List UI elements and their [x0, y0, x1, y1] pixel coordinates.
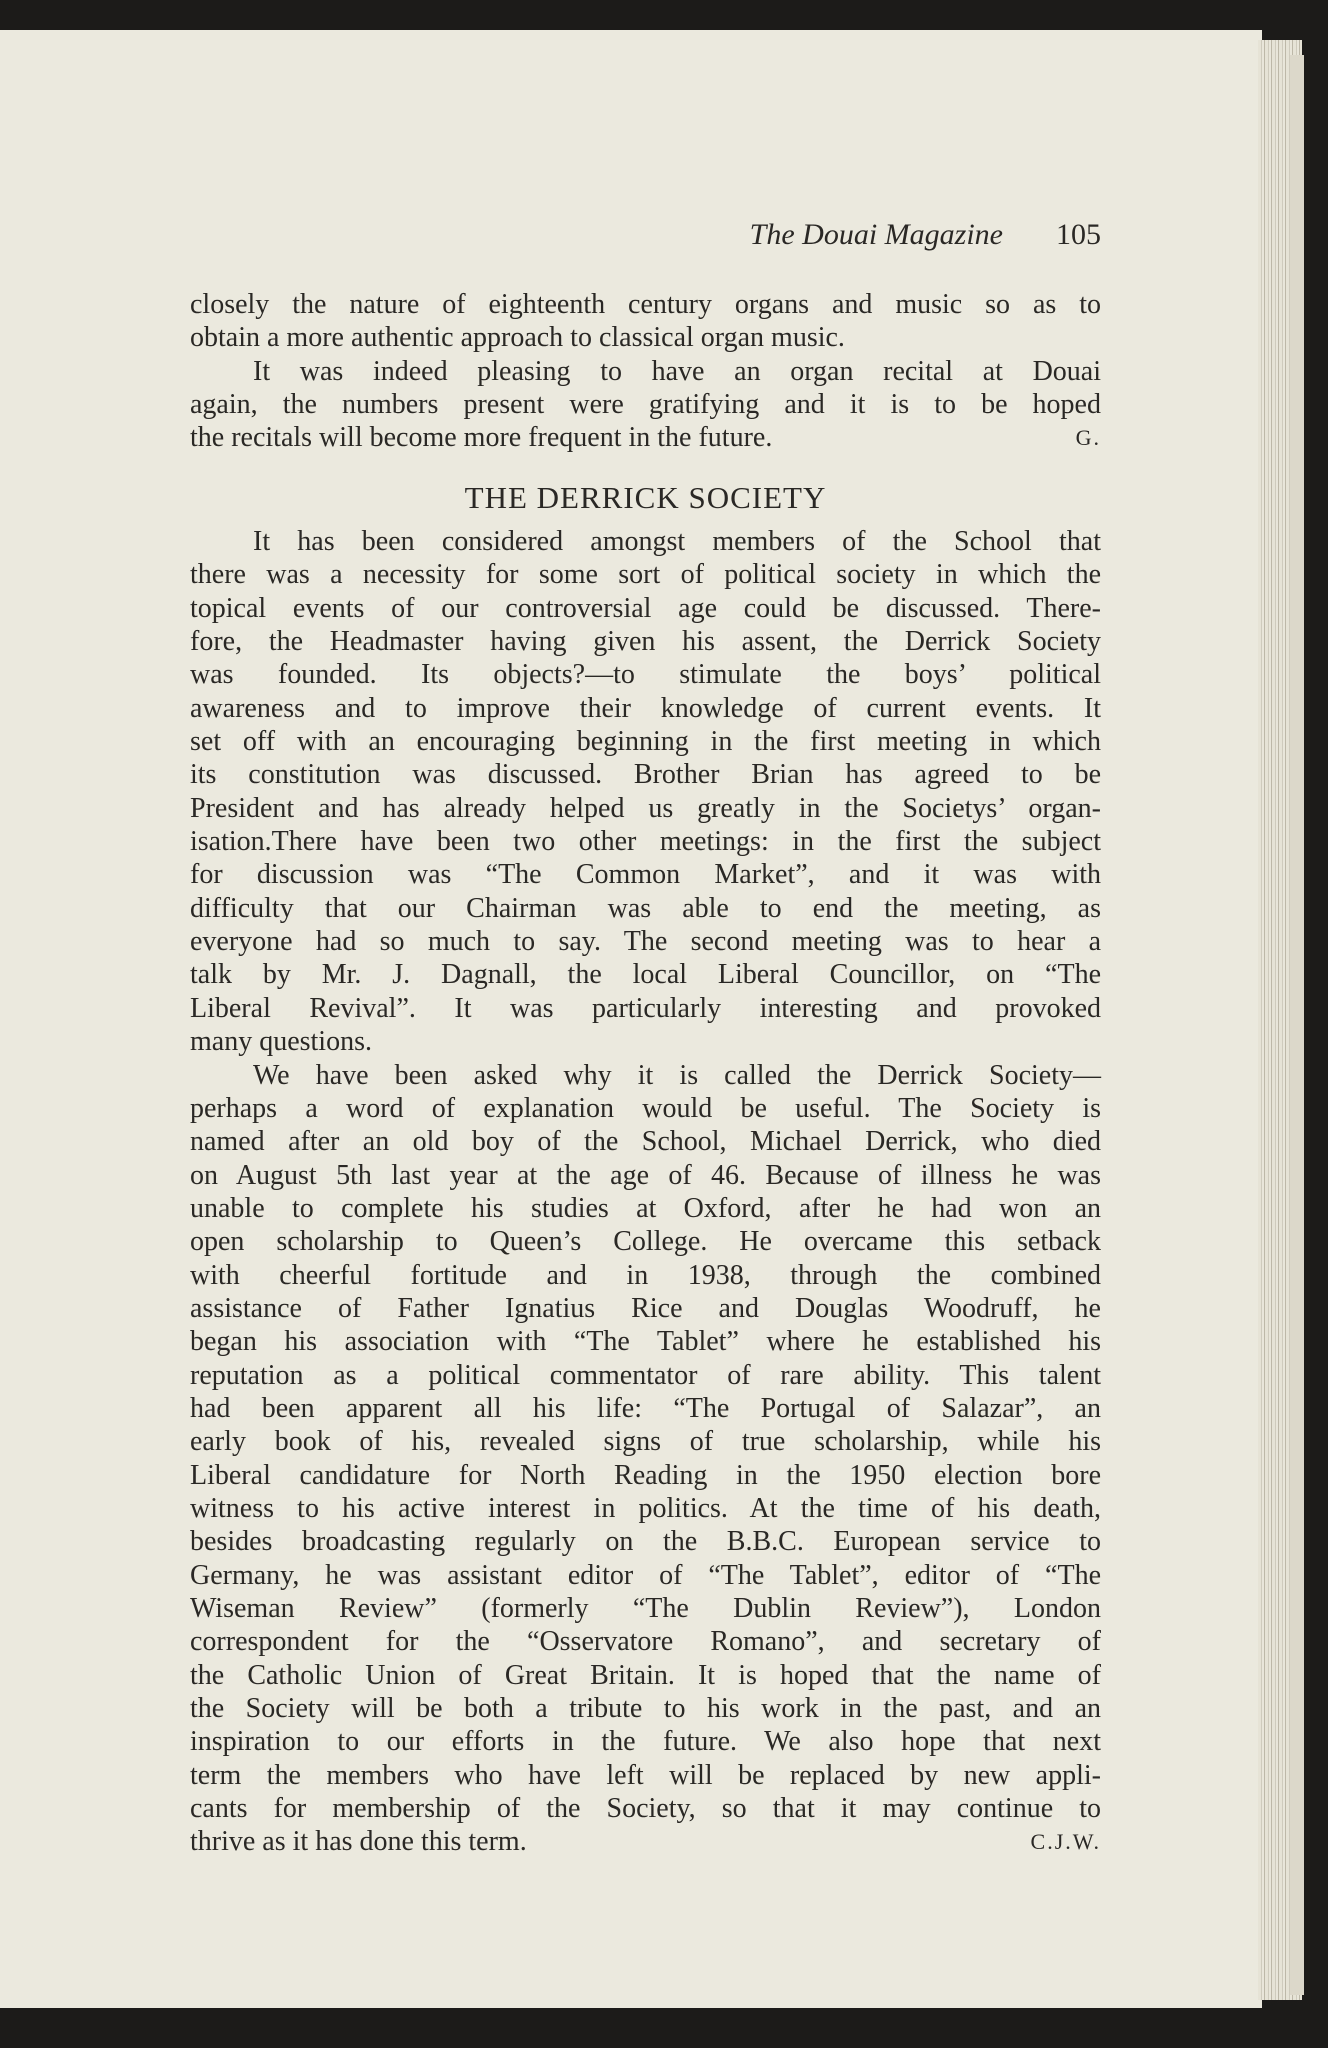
text-line [190, 388, 1101, 421]
text-line [190, 758, 1101, 791]
line-text: many questions. [190, 1026, 372, 1058]
line-text: correspondent for the “Osservatore Romano”, and secretary of [190, 1626, 1101, 1658]
line-text: besides broadcasting regularly on the B.B.C. European service to [190, 1526, 1101, 1558]
line-text: the recitals will become more frequent in the future. [190, 422, 773, 454]
line-text: there was a necessity for some sort of political society in which the [190, 559, 1101, 591]
line-text: for discussion was “The Common Market”, and it was with [190, 859, 1101, 891]
text-line [190, 321, 1101, 354]
page-edges-back [1290, 55, 1304, 1995]
line-text: reputation as a political commentator of rare ability. This talent [190, 1359, 1101, 1391]
author-signature: G. [1075, 425, 1101, 451]
text-line [190, 858, 1101, 891]
line-text: again, the numbers present were gratifying and it is to be hoped [190, 389, 1101, 421]
line-text: fore, the Headmaster having given his assent, the Derrick Society [190, 626, 1101, 658]
text-line [190, 1259, 1101, 1292]
line-text: cants for membership of the Society, so that it may continue to [190, 1793, 1101, 1825]
text-line [190, 1625, 1101, 1658]
line-text: named after an old boy of the School, Michael Derrick, who died [190, 1126, 1101, 1158]
line-text: set off with an encouraging beginning in the first meeting in which [190, 726, 1101, 758]
line-text: difficulty that our Chairman was able to end the meeting, as [190, 892, 1101, 924]
intro-text [190, 288, 1101, 455]
text-line [190, 1159, 1101, 1192]
line-text: We have been asked why it is called the Derrick Society— [253, 1059, 1101, 1091]
line-text: on August 5th last year at the age of 46. Because of illness he was [190, 1159, 1101, 1191]
line-text: the Society will be both a tribute to his work in the past, and an [190, 1693, 1101, 1725]
line-text: everyone had so much to say. The second meeting was to hear a [190, 926, 1101, 958]
running-header [190, 218, 1101, 258]
line-text: inspiration to our efforts in the future. We also hope that next [190, 1726, 1101, 1758]
text-line [190, 825, 1101, 858]
text-line [190, 692, 1101, 725]
text-line [190, 958, 1101, 991]
line-text: It was indeed pleasing to have an organ recital at Douai [253, 355, 1101, 387]
line-text: Liberal candidature for North Reading in the 1950 election bore [190, 1459, 1101, 1491]
line-text: isation.There have been two other meetings: in the first the subject [190, 826, 1101, 858]
line-text: talk by Mr. J. Dagnall, the local Liberal Councillor, on “The [190, 959, 1101, 991]
author-signature: C.J.W. [1030, 1829, 1101, 1855]
article-text [190, 525, 1101, 1859]
text-line [190, 1425, 1101, 1458]
text-line [190, 1125, 1101, 1158]
line-text: had been apparent all his life: “The Portugal of Salazar”, an [190, 1392, 1101, 1424]
line-text: awareness and to improve their knowledge of current events. It [190, 692, 1101, 724]
text-line [190, 1825, 1101, 1858]
text-line [190, 1525, 1101, 1558]
line-text: open scholarship to Queen’s College. He overcame this setback [190, 1226, 1101, 1258]
text-line [190, 1592, 1101, 1625]
line-text: topical events of our controversial age could be discussed. There- [190, 592, 1101, 624]
text-line [190, 525, 1101, 558]
text-line [190, 725, 1101, 758]
text-line [190, 1192, 1101, 1225]
line-text: its constitution was discussed. Brother Brian has agreed to be [190, 759, 1101, 791]
text-line [190, 792, 1101, 825]
text-line [190, 1725, 1101, 1758]
text-line [190, 1692, 1101, 1725]
page-number: 105 [1056, 218, 1101, 251]
text-line [190, 1492, 1101, 1525]
line-text: Liberal Revival”. It was particularly interesting and provoked [190, 992, 1101, 1024]
line-text: assistance of Father Ignatius Rice and Douglas Woodruff, he [190, 1292, 1101, 1324]
article-heading: THE DERRICK SOCIETY [464, 480, 827, 515]
line-text: It has been considered amongst members of the School that [253, 526, 1101, 557]
text-line [190, 925, 1101, 958]
line-text: closely the nature of eighteenth century organs and music so as to [190, 289, 1101, 320]
line-text: perhaps a word of explanation would be useful. The Society is [190, 1092, 1101, 1124]
line-text: Germany, he was assistant editor of “The Tablet”, editor of “The [190, 1559, 1101, 1591]
text-line [190, 1392, 1101, 1425]
text-line [190, 1759, 1101, 1792]
text-line [190, 1359, 1101, 1392]
line-text: term the members who have left will be replaced by new appli- [190, 1759, 1101, 1791]
line-text: was founded. Its objects?—to stimulate the boys’ political [190, 659, 1101, 691]
text-line [190, 1092, 1101, 1125]
text-line [190, 1292, 1101, 1325]
text-line [190, 1659, 1101, 1692]
text-line [190, 288, 1101, 321]
text-line [190, 658, 1101, 691]
line-text: obtain a more authentic approach to classical organ music. [190, 322, 845, 354]
text-line [190, 625, 1101, 658]
text-line [190, 355, 1101, 388]
line-text: President and has already helped us greatly in the Societys’ organ- [190, 792, 1101, 824]
magazine-title: The Douai Magazine [749, 218, 1003, 251]
text-line [190, 1325, 1101, 1358]
line-text: unable to complete his studies at Oxford, after he had won an [190, 1192, 1101, 1224]
line-text: early book of his, revealed signs of true scholarship, while his [190, 1426, 1101, 1458]
text-line [190, 558, 1101, 591]
text-line [190, 1559, 1101, 1592]
text-line [190, 1059, 1101, 1092]
line-text: witness to his active interest in politics. At the time of his death, [190, 1492, 1101, 1524]
text-line [190, 1025, 1101, 1058]
line-text: Wiseman Review” (formerly “The Dublin Review”), London [190, 1593, 1101, 1624]
line-text: began his association with “The Tablet” where he established his [190, 1326, 1101, 1358]
text-line [190, 992, 1101, 1025]
line-text: with cheerful fortitude and in 1938, through the combined [190, 1259, 1101, 1291]
text-line [190, 1225, 1101, 1258]
line-text: the Catholic Union of Great Britain. It is hoped that the name of [190, 1659, 1101, 1691]
text-line [190, 892, 1101, 925]
text-line [190, 1792, 1101, 1825]
text-line [190, 421, 1101, 454]
text-line [190, 1459, 1101, 1492]
text-line [190, 592, 1101, 625]
line-text: thrive as it has done this term. [190, 1826, 527, 1858]
